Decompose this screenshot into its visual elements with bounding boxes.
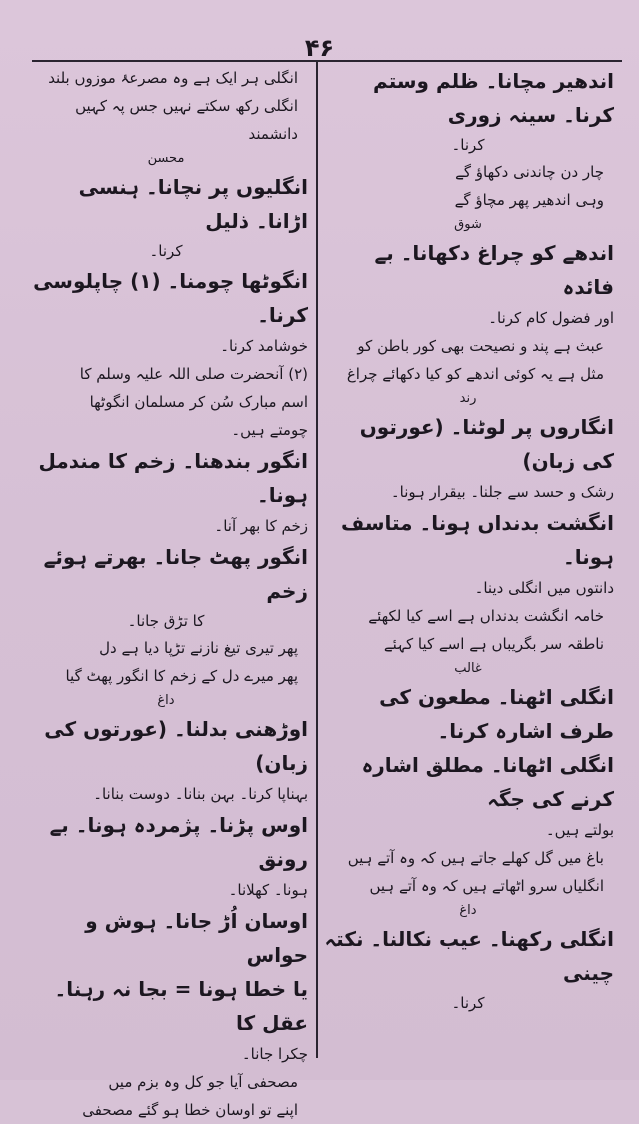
idiom-entry: انگلی اٹھنا۔ مطعون کی طرف اشارہ کرنا۔ xyxy=(379,685,614,743)
idiom-entry: اوس پڑنا۔ پژمردہ ہونا۔ بے رونق xyxy=(49,813,308,871)
verse-line: چار دن چاندنی دکھاؤ گے xyxy=(455,163,604,181)
right-column xyxy=(322,64,614,1054)
column-divider xyxy=(316,62,318,1058)
header-rule xyxy=(32,60,622,62)
definition-line: چومتے ہیں۔ xyxy=(231,421,308,439)
definition-line: بہناپا کرنا۔ بہن بنانا۔ دوست بنانا۔ xyxy=(93,785,308,803)
definition-line: خوشامد کرنا۔ xyxy=(220,337,308,355)
verse-line: باغ میں گل کھلے جاتے ہیں کہ وہ آتے ہیں xyxy=(347,849,604,867)
poet-attribution: غالب xyxy=(454,661,482,676)
verse-line: پھر تیری تیغ نازنے تڑپا دیا ہے دل xyxy=(99,639,298,657)
definition-line: ہونا۔ کھلانا۔ xyxy=(228,881,308,899)
verse-line: مصحفی آیا جو کل وہ بزم میں xyxy=(108,1073,298,1091)
verse-line: انگلی ہر ایک ہے وہ مصرعۂ موزوں بلند xyxy=(48,69,298,87)
verse-line: وہی اندھیر پھر مچاؤ گے xyxy=(454,191,604,209)
idiom-entry: یا خطا ہونا = بجا نہ رہنا۔ عقل کا xyxy=(54,977,308,1035)
idiom-entry: انگور بندھنا۔ زخم کا مندمل ہونا۔ xyxy=(38,449,308,507)
idiom-entry: انگلی رکھنا۔ عیب نکالنا۔ نکتہ چینی xyxy=(324,927,614,985)
definition-continuation: کرنا۔ xyxy=(451,136,485,154)
idiom-entry: اندھے کو چراغ دکھانا۔ بے فائدہ xyxy=(374,241,614,299)
verse-line: مثل ہے یہ کوئی اندھے کو کیا دکھائے چراغ xyxy=(346,365,604,383)
definition-line: (۲) آنحضرت صلی اللہ علیہ وسلم کا xyxy=(79,365,308,383)
definition-line: اسم مبارک سُن کر مسلمان انگوٹھا xyxy=(89,393,308,411)
poet-attribution: شوق xyxy=(454,217,482,232)
idiom-entry: انگلی اٹھانا۔ مطلق اشارہ کرنے کی جگہ xyxy=(361,753,614,811)
left-column xyxy=(24,64,308,1119)
definition-line: رشک و حسد سے جلنا۔ بیقرار ہونا۔ xyxy=(390,483,614,501)
definition-line: چکرا جانا۔ xyxy=(241,1045,308,1063)
poet-attribution: داغ xyxy=(459,903,477,918)
definition-continuation: کا تڑق جانا۔ xyxy=(127,612,205,630)
definition-continuation: کرنا۔ xyxy=(149,242,183,260)
poet-attribution: رند xyxy=(459,391,477,406)
idiom-entry: انگشت بدنداں ہونا۔ متاسف ہونا۔ xyxy=(341,511,614,569)
idiom-entry: انگور پھٹ جانا۔ بھرتے ہوئے زخم xyxy=(43,545,308,603)
idiom-entry: اوڑھنی بدلنا۔ (عورتوں کی زبان) xyxy=(44,717,308,775)
idiom-entry: انگاروں پر لوٹنا۔ (عورتوں کی زبان) xyxy=(359,415,614,473)
definition-line: زخم کا بھر آنا۔ xyxy=(214,517,308,535)
verse-line: انگلیاں سرو اٹھاتے ہیں کہ وہ آتے ہیں xyxy=(369,877,604,895)
verse-line: انگلی رکھ سکتے نہیں جس پہ کہیں دانشمند xyxy=(75,97,298,143)
verse-line: عبث ہے پند و نصیحت بھی کور باطن کو xyxy=(357,337,604,355)
verse-line: خامہ انگشت بدنداں ہے اسے کیا لکھئے xyxy=(368,607,604,625)
idiom-entry: اوسان اُڑ جانا۔ ہوش و حواس xyxy=(85,909,308,967)
verse-line: پھر میرے دل کے زخم کا انگور پھٹ گیا xyxy=(65,667,298,685)
verse-line: ناطقہ سر بگریباں ہے اسے کیا کہئے xyxy=(383,635,604,653)
definition-line: دانتوں میں انگلی دینا۔ xyxy=(474,579,614,597)
definition-line: بولتے ہیں۔ xyxy=(545,821,614,839)
idiom-entry: انگوٹھا چومنا۔ (۱) چاپلوسی کرنا۔ xyxy=(33,269,308,327)
idiom-entry: انگلیوں پر نچانا۔ ہنسی اڑانا۔ ذلیل xyxy=(78,175,308,233)
page-number: ۴۶ xyxy=(304,34,335,62)
definition-continuation: کرنا۔ xyxy=(451,994,485,1012)
definition-line: اور فضول کام کرنا۔ xyxy=(488,309,614,327)
verse-line: اپنے تو اوسان خطا ہو گئے مصحفی xyxy=(82,1101,298,1119)
poet-attribution: داغ xyxy=(157,693,175,708)
poet-attribution: محسن xyxy=(147,151,185,166)
idiom-entry: اندھیر مچانا۔ ظلم وستم کرنا۔ سینہ زوری xyxy=(373,69,614,127)
